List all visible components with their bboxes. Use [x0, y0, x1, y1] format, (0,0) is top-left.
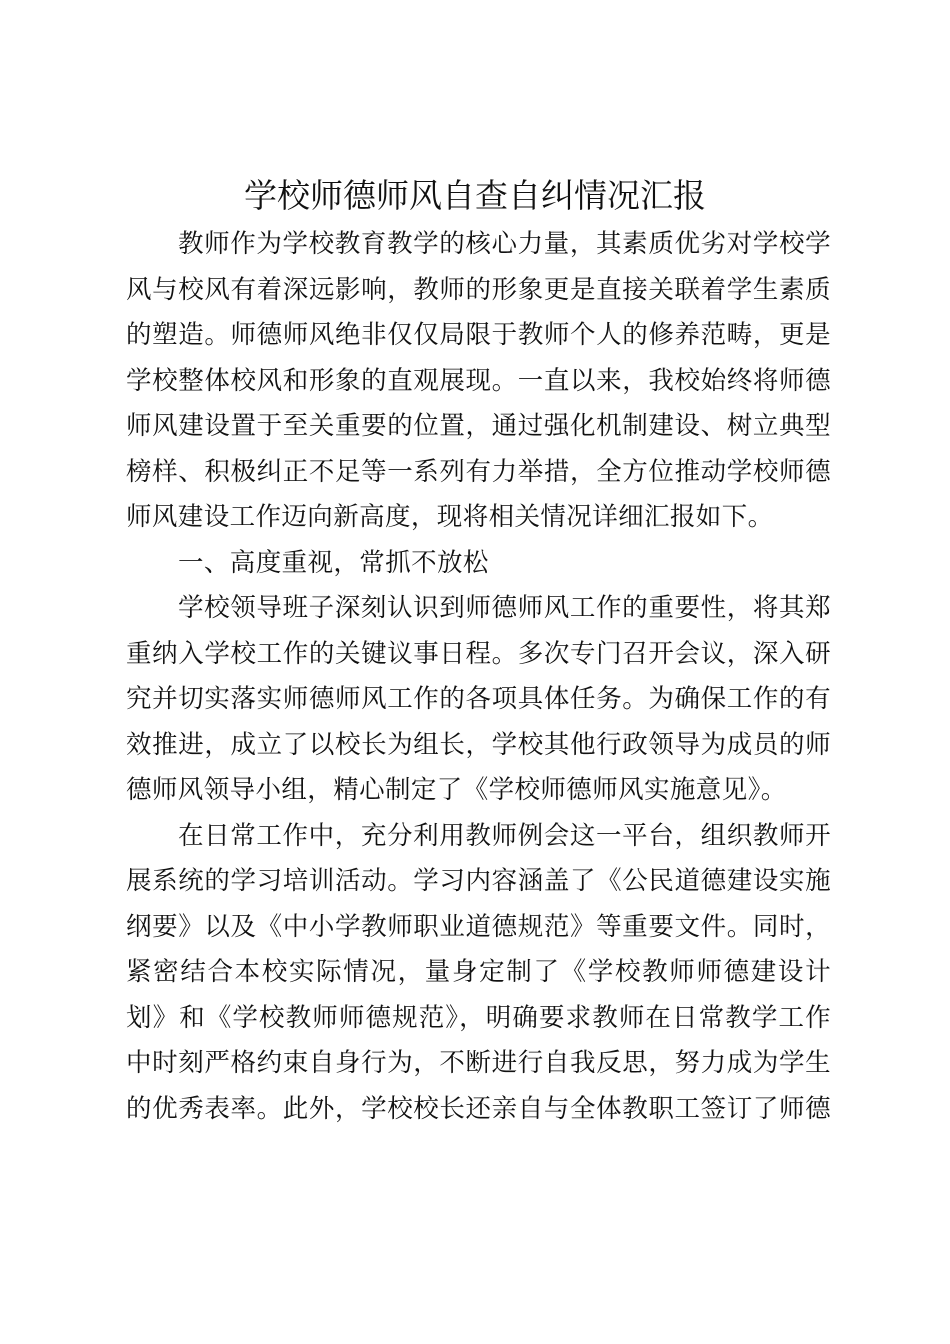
text-line: 中时刻严格约束自身行为，不断进行自我反思，努力成为学生 — [126, 1048, 831, 1078]
text-line: 在日常工作中，充分利用教师例会这一平台，组织教师开 — [178, 820, 831, 851]
text-line: 紧密结合本校实际情况，量身定制了《学校教师师德建设计 — [126, 957, 831, 987]
text-line: 的优秀表率。此外，学校校长还亲自与全体教职工签订了师德 — [126, 1093, 831, 1124]
text-line: 榜样、积极纠正不足等一系列有力举措，全方位推动学校师德 — [126, 456, 831, 487]
text-line: 风与校风有着深远影响，教师的形象更是直接关联着学生素质 — [126, 274, 831, 305]
text-line: 重纳入学校工作的关键议事日程。多次专门召开会议，深入研 — [126, 638, 831, 669]
paragraph-training — [126, 814, 831, 1133]
text-line: 师风建设置于至关重要的位置，通过强化机制建设、树立典型 — [126, 411, 831, 441]
text-line: 的塑造。师德师风绝非仅仅局限于教师个人的修养范畴，更是 — [126, 320, 831, 350]
text-line: 学校整体校风和形象的直观展现。一直以来，我校始终将师德 — [126, 365, 831, 396]
section-heading-text: 一、高度重视，常抓不放松 — [178, 547, 489, 578]
text-line: 划》和《学校教师师德规范》，明确要求教师在日常教学工作 — [126, 1002, 831, 1033]
document-body — [126, 222, 831, 1132]
text-line: 效推进，成立了以校长为组长，学校其他行政领导为成员的师 — [126, 729, 831, 760]
text-line: 纲要》以及《中小学教师职业道德规范》等重要文件。同时， — [126, 911, 831, 942]
paragraph-leadership — [126, 586, 831, 814]
text-line: 师风建设工作迈向新高度，现将相关情况详细汇报如下。 — [126, 502, 774, 532]
section-heading — [126, 541, 831, 587]
paragraph-intro — [126, 222, 831, 541]
text-line: 展系统的学习培训活动。学习内容涵盖了《公民道德建设实施 — [126, 866, 831, 896]
text-line: 学校领导班子深刻认识到师德师风工作的重要性，将其郑 — [178, 593, 831, 623]
text-line: 教师作为学校教育教学的核心力量，其素质优劣对学校学 — [178, 229, 831, 259]
text-line: 德师风领导小组，精心制定了《学校师德师风实施意见》。 — [126, 775, 787, 805]
document-title: 学校师德师风自查自纠情况汇报 — [244, 176, 706, 215]
text-line: 究并切实落实师德师风工作的各项具体任务。为确保工作的有 — [126, 684, 831, 714]
